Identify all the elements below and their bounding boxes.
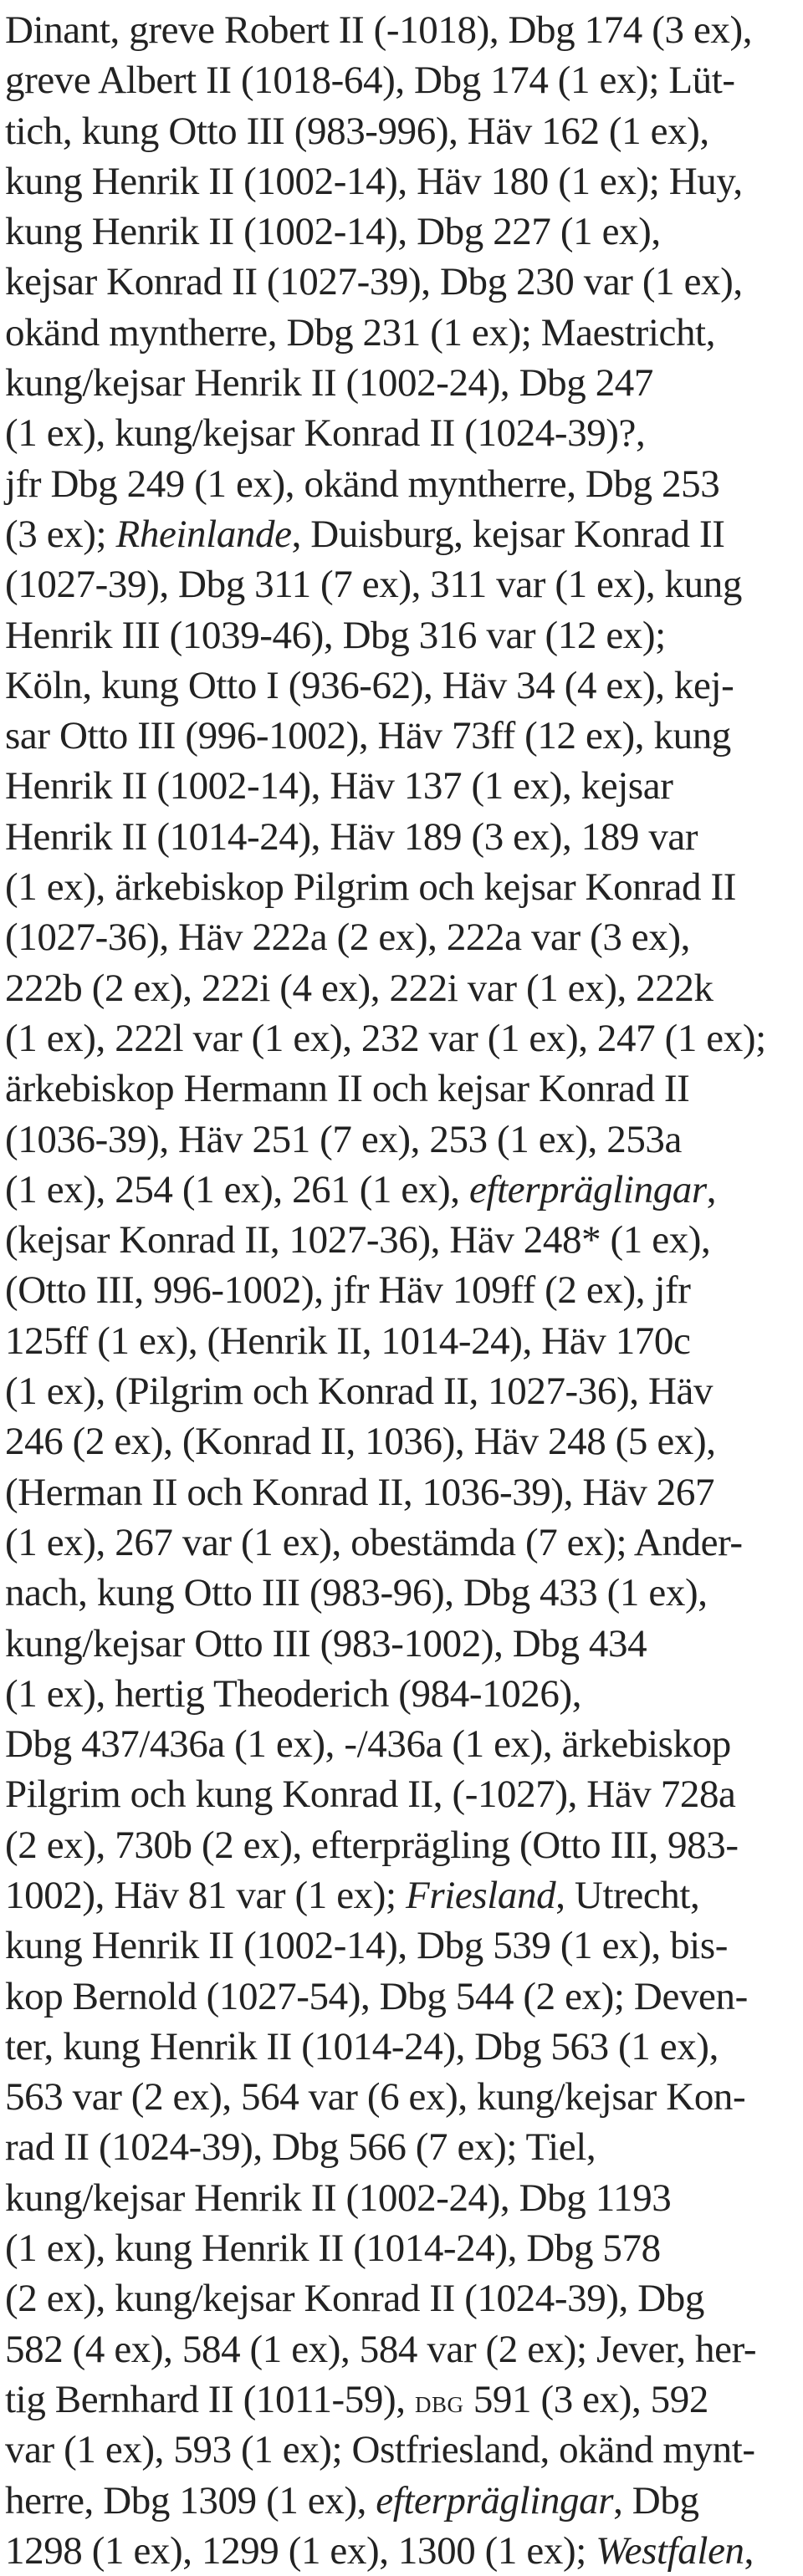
text-run: Köln, kung Otto I (936-62), Häv 34 (4 ex), kej-: [5, 663, 734, 707]
text-run: (1 ex), kung/kejsar Konrad II (1024-39)?,: [5, 411, 646, 456]
text-line: [5, 1719, 798, 1769]
text-line: [5, 1115, 798, 1165]
text-run: nach, kung Otto III (983-96), Dbg 433 (1 ex),: [5, 1571, 708, 1615]
text-run: var (1 ex), 593 (1 ex); Ostfriesland, okänd mynt-: [5, 2428, 755, 2472]
text-run: 1298 (1 ex), 1299 (1 ex), 1300 (1 ex);: [5, 2528, 596, 2573]
text-run: kung/kejsar Henrik II (1002-24), Dbg 247: [5, 361, 653, 406]
text-line: [5, 5, 798, 55]
text-run: 246 (2 ex), (Konrad II, 1036), Häv 248 (5 ex),: [5, 1420, 716, 1464]
text-line: [5, 2324, 798, 2375]
text-run: ,: [706, 1167, 717, 1211]
text-line: [5, 1013, 798, 1064]
text-line: [5, 610, 798, 661]
text-run: (2 ex), 730b (2 ex), efterprägling (Otto III, 983-: [5, 1823, 739, 1867]
text-run: (1 ex), 254 (1 ex), 261 (1 ex),: [5, 1167, 469, 1211]
text-line: [5, 862, 798, 912]
text-run: ,: [744, 2528, 754, 2573]
text-line: [5, 207, 798, 257]
text-line: [5, 2375, 798, 2425]
text-run: (1 ex), ärkebiskop Pilgrim och kejsar Konrad II: [5, 865, 736, 910]
text-line: [5, 812, 798, 862]
text-line: [5, 661, 798, 711]
italic-term: efterpräglingar: [376, 2478, 614, 2522]
text-line: [5, 559, 798, 610]
text-line: [5, 408, 798, 458]
text-line: [5, 308, 798, 358]
text-run: kung/kejsar Otto III (983-1002), Dbg 434: [5, 1621, 647, 1665]
document-page: [5, 5, 798, 2576]
text-run: Henrik II (1002-14), Häv 137 (1 ex), kejsar: [5, 764, 673, 809]
text-run: 591 (3 ex), 592: [463, 2377, 708, 2421]
text-line: [5, 509, 798, 559]
text-run: Henrik III (1039-46), Dbg 316 var (12 ex);: [5, 613, 666, 657]
text-line: [5, 2122, 798, 2172]
italic-term: Westfalen: [596, 2528, 744, 2573]
text-line: [5, 2072, 798, 2122]
text-run: ärkebiskop Hermann II och kejsar Konrad II: [5, 1067, 690, 1111]
text-run: tig Bernhard II (1011-59),: [5, 2377, 415, 2421]
text-run: Pilgrim och kung Konrad II, (-1027), Häv 728a: [5, 1773, 736, 1817]
text-run: (3 ex);: [5, 512, 116, 556]
text-line: [5, 1467, 798, 1518]
text-line: [5, 1064, 798, 1114]
text-run: (kejsar Konrad II, 1027-36), Häv 248* (1 ex),: [5, 1218, 711, 1262]
text-line: [5, 2425, 798, 2475]
text-line: [5, 1518, 798, 1568]
text-line: [5, 761, 798, 811]
text-line: [5, 1619, 798, 1669]
text-run: kung Henrik II (1002-14), Dbg 539 (1 ex), bis-: [5, 1924, 728, 1968]
text-line: [5, 1820, 798, 1870]
text-line: [5, 1669, 798, 1719]
text-line: [5, 1165, 798, 1215]
text-run: kung Henrik II (1002-14), Dbg 227 (1 ex),: [5, 210, 661, 254]
text-run: Dinant, greve Robert II (-1018), Dbg 174 (3 ex),: [5, 8, 753, 52]
text-run: (1036-39), Häv 251 (7 ex), 253 (1 ex), 253a: [5, 1117, 682, 1161]
text-line: [5, 156, 798, 207]
text-line: [5, 55, 798, 105]
text-run: kung Henrik II (1002-14), Häv 180 (1 ex); Huy,: [5, 159, 743, 203]
text-line: [5, 1265, 798, 1315]
text-line: [5, 2273, 798, 2324]
text-run: (1 ex), (Pilgrim och Konrad II, 1027-36), Häv: [5, 1370, 713, 1414]
text-run: Henrik II (1014-24), Häv 189 (3 ex), 189 var: [5, 814, 698, 859]
text-line: [5, 1972, 798, 2022]
text-line: [5, 963, 798, 1013]
text-run: kejsar Konrad II (1027-39), Dbg 230 var (1 ex),: [5, 260, 743, 304]
text-run: (1 ex), kung Henrik II (1014-24), Dbg 578: [5, 2227, 661, 2271]
text-run: (1 ex), 222l var (1 ex), 232 var (1 ex), 247 (1 ex);: [5, 1016, 766, 1060]
text-run: , Dbg: [613, 2478, 699, 2522]
text-run: sar Otto III (996-1002), Häv 73ff (12 ex), kung: [5, 714, 731, 758]
text-run: , Duisburg, kejsar Konrad II: [291, 512, 725, 556]
text-line: [5, 1921, 798, 1971]
text-run: okänd myntherre, Dbg 231 (1 ex); Maestricht,: [5, 310, 716, 355]
text-run: 582 (4 ex), 584 (1 ex), 584 var (2 ex); Jever, her-: [5, 2327, 757, 2371]
text-run: (2 ex), kung/kejsar Konrad II (1024-39), Dbg: [5, 2277, 704, 2321]
text-run: 1002), Häv 81 var (1 ex);: [5, 1873, 407, 1917]
text-line: [5, 1215, 798, 1265]
italic-term: Rheinlande: [115, 512, 292, 556]
italic-term: efterpräglingar: [468, 1167, 707, 1211]
text-line: [5, 1568, 798, 1618]
text-run: , Utrecht,: [555, 1873, 700, 1917]
text-line: [5, 459, 798, 509]
text-line: [5, 1366, 798, 1416]
text-run: (Otto III, 996-1002), jfr Häv 109ff (2 ex), jfr: [5, 1268, 691, 1313]
text-line: [5, 2223, 798, 2273]
text-run: (1027-39), Dbg 311 (7 ex), 311 var (1 ex), kung: [5, 563, 742, 607]
text-line: [5, 1316, 798, 1366]
text-run: ter, kung Henrik II (1014-24), Dbg 563 (1 ex),: [5, 2024, 719, 2068]
text-line: [5, 1769, 798, 1819]
text-line: [5, 358, 798, 408]
text-run: 125ff (1 ex), (Henrik II, 1014-24), Häv 170c: [5, 1319, 691, 1363]
text-run: (1027-36), Häv 222a (2 ex), 222a var (3 ex),: [5, 916, 690, 960]
small-caps-term: dbg: [414, 2384, 464, 2420]
italic-term: Friesland: [406, 1873, 556, 1917]
text-run: jfr Dbg 249 (1 ex), okänd myntherre, Dbg 253: [5, 462, 720, 506]
text-run: (1 ex), 267 var (1 ex), obestämda (7 ex); Ander-: [5, 1520, 743, 1564]
text-line: [5, 2476, 798, 2526]
text-run: 563 var (2 ex), 564 var (6 ex), kung/kejsar Kon-: [5, 2075, 746, 2119]
text-line: [5, 912, 798, 962]
text-line: [5, 257, 798, 307]
text-run: kung/kejsar Henrik II (1002-24), Dbg 1193: [5, 2176, 672, 2220]
text-line: [5, 711, 798, 761]
text-line: [5, 2173, 798, 2223]
text-run: Dbg 437/436a (1 ex), -/436a (1 ex), ärkebiskop: [5, 1722, 731, 1767]
text-run: herre, Dbg 1309 (1 ex),: [5, 2478, 376, 2522]
text-line: [5, 1416, 798, 1467]
text-run: tich, kung Otto III (983-996), Häv 162 (1 ex),: [5, 109, 709, 153]
text-line: [5, 2526, 798, 2576]
text-run: greve Albert II (1018-64), Dbg 174 (1 ex); Lüt-: [5, 59, 735, 103]
text-line: [5, 106, 798, 156]
text-run: rad II (1024-39), Dbg 566 (7 ex); Tiel,: [5, 2125, 596, 2170]
text-line: [5, 2022, 798, 2072]
text-run: (Herman II och Konrad II, 1036-39), Häv 267: [5, 1470, 715, 1514]
text-run: (1 ex), hertig Theoderich (984-1026),: [5, 1671, 582, 1716]
text-run: 222b (2 ex), 222i (4 ex), 222i var (1 ex), 222k: [5, 966, 713, 1010]
text-run: kop Bernold (1027-54), Dbg 544 (2 ex); Deven-: [5, 1974, 748, 2018]
text-line: [5, 1870, 798, 1921]
